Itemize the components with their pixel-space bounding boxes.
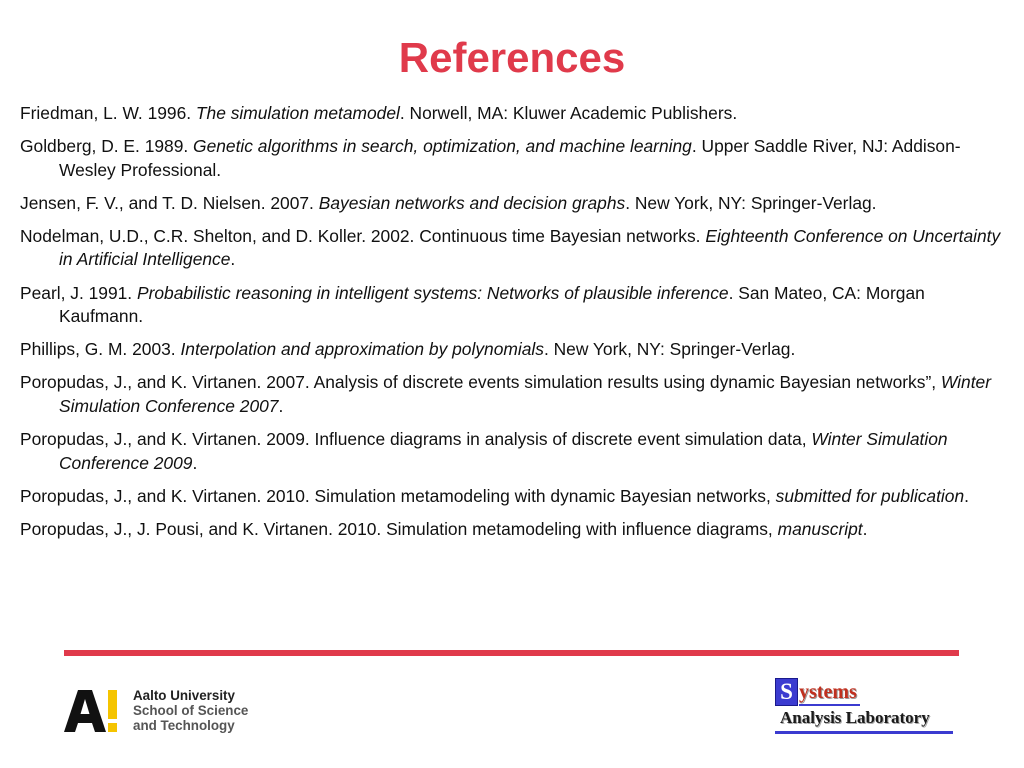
reference-italic-title: Winter Simulation Conference 2009 bbox=[59, 429, 948, 473]
reference-italic-title: submitted for publication bbox=[775, 485, 965, 506]
aalto-name: Aalto University bbox=[133, 688, 235, 703]
reference-text: . bbox=[964, 485, 969, 506]
reference-text: . San Mateo, CA: Morgan Kaufmann. bbox=[59, 282, 925, 327]
reference-text: Friedman, L. W. 1996. bbox=[20, 103, 196, 123]
reference-text: . bbox=[278, 395, 284, 416]
reference-italic-title: Winter Simulation Conference 2007 bbox=[59, 372, 991, 416]
reference-item bbox=[20, 135, 1005, 182]
reference-italic-title: Interpolation and approximation by polynomials bbox=[180, 339, 544, 360]
reference-item bbox=[20, 371, 1005, 418]
sal-systems-text: ystems bbox=[799, 681, 857, 703]
reference-italic-title: The simulation metamodel bbox=[195, 103, 400, 123]
reference-text: . bbox=[862, 518, 868, 539]
reference-text: Goldberg, D. E. 1989. bbox=[20, 136, 194, 157]
footer-divider bbox=[64, 650, 959, 656]
reference-italic-title: Bayesian networks and decision graphs bbox=[318, 192, 626, 213]
reference-text: . New York, NY: Springer-Verlag. bbox=[625, 192, 877, 213]
reference-text: Poropudas, J., and K. Virtanen. 2010. Simulation metamodeling with dynamic Bayesian networks, bbox=[20, 485, 776, 506]
reference-text: Nodelman, U.D., C.R. Shelton, and D. Koller. 2002. Continuous time Bayesian networks. bbox=[20, 225, 706, 246]
aalto-school-2: and Technology bbox=[133, 718, 235, 733]
reference-text: Pearl, J. 1991. bbox=[20, 282, 137, 303]
reference-italic-title: Genetic algorithms in search, optimization, and machine learning bbox=[193, 136, 692, 157]
reference-text: Poropudas, J., J. Pousi, and K. Virtanen. 2010. Simulation metamodeling with influence diagrams, bbox=[20, 518, 778, 539]
aalto-a-icon bbox=[64, 690, 118, 732]
aalto-logo bbox=[64, 688, 304, 732]
reference-text: . bbox=[230, 249, 236, 270]
sal-initial: S bbox=[775, 678, 798, 706]
reference-text: . Norwell, MA: Kluwer Academic Publishers. bbox=[399, 103, 738, 123]
aalto-school: School of Science bbox=[133, 703, 249, 718]
sal-underline bbox=[799, 704, 860, 706]
reference-text: Poropudas, J., and K. Virtanen. 2007. Analysis of discrete events simulation results using dynamic Bayesian networks”, bbox=[20, 372, 941, 393]
page-title: References bbox=[398, 34, 626, 81]
reference-text: Jensen, F. V., and T. D. Nielsen. 2007. bbox=[20, 192, 319, 213]
reference-item bbox=[20, 192, 1005, 216]
reference-text: . bbox=[192, 452, 198, 473]
reference-item bbox=[20, 338, 1005, 362]
reference-item bbox=[20, 428, 1005, 475]
reference-text: . Upper Saddle River, NJ: Addison-Wesley Professional. bbox=[59, 136, 961, 180]
systems-analysis-lab-logo bbox=[775, 678, 955, 738]
reference-list bbox=[20, 102, 1005, 551]
reference-item bbox=[20, 282, 1005, 329]
reference-italic-title: manuscript bbox=[777, 518, 863, 539]
reference-item bbox=[20, 518, 1005, 542]
reference-italic-title: Probabilistic reasoning in intelligent systems: Networks of plausible inference bbox=[136, 282, 729, 303]
reference-italic-title: Eighteenth Conference on Uncertainty in Artificial Intelligence bbox=[59, 225, 1001, 270]
reference-item bbox=[20, 102, 1005, 126]
reference-item bbox=[20, 485, 1005, 509]
reference-text: Phillips, G. M. 2003. bbox=[20, 339, 181, 360]
reference-item bbox=[20, 225, 1005, 272]
sal-lab-text: Analysis Laboratory bbox=[780, 708, 930, 727]
sal-bottom-bar bbox=[775, 731, 953, 734]
reference-text: Poropudas, J., and K. Virtanen. 2009. Influence diagrams in analysis of discrete event simulation data, bbox=[20, 429, 812, 450]
reference-text: . New York, NY: Springer-Verlag. bbox=[543, 339, 796, 360]
